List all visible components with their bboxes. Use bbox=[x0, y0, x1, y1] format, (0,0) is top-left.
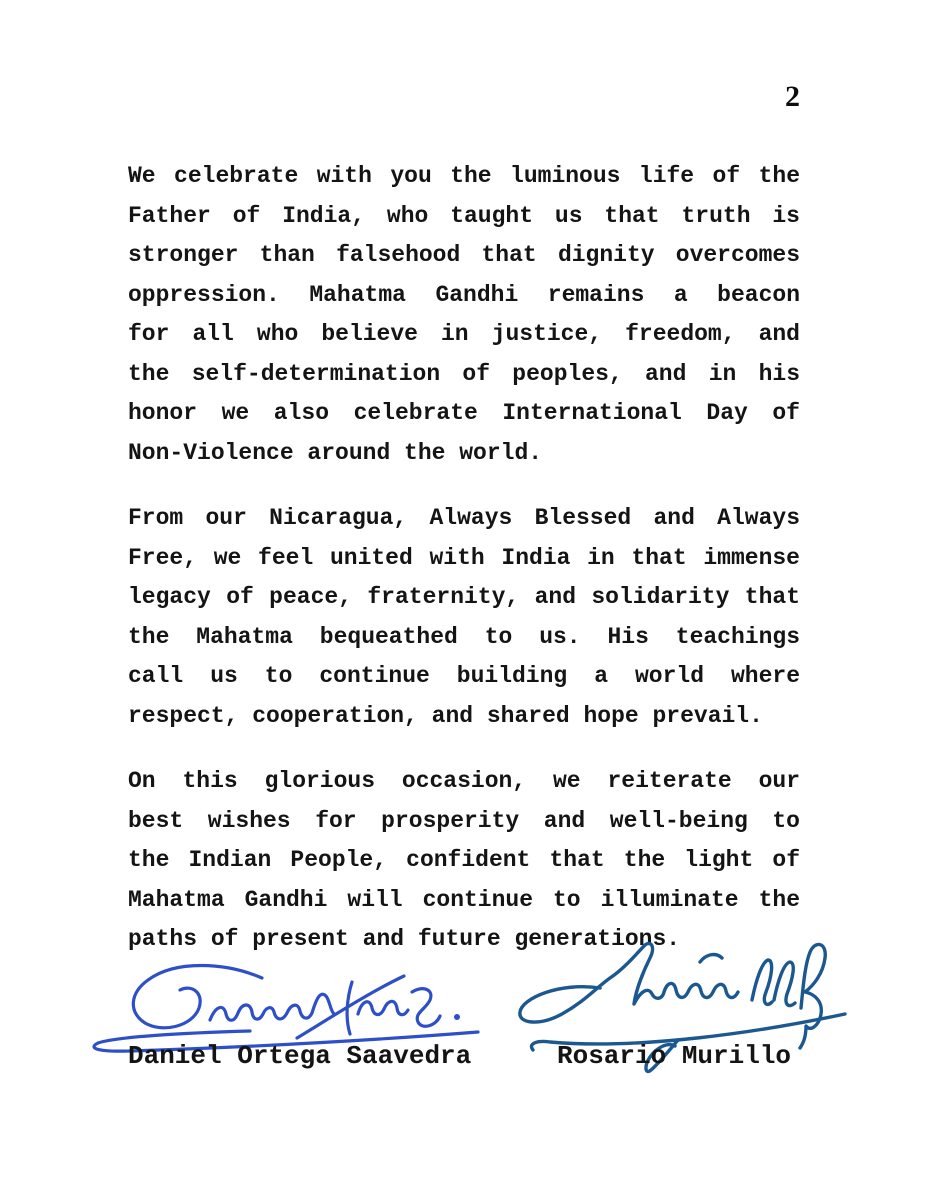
text-line: the self-determination of peoples, and in his bbox=[128, 360, 800, 387]
text-line: Mahatma Gandhi will continue to illuminate the bbox=[128, 886, 800, 913]
signatory-name-daniel-ortega: Daniel Ortega Saavedra bbox=[128, 1041, 472, 1071]
paragraph-best-wishes bbox=[128, 762, 800, 960]
signatory-name-rosario-murillo: Rosario Murillo bbox=[557, 1041, 792, 1071]
text-line: best wishes for prosperity and well-being to bbox=[128, 807, 800, 834]
text-line: legacy of peace, fraternity, and solidarity that bbox=[128, 584, 800, 610]
paragraph-gandhi-tribute bbox=[128, 157, 800, 473]
text-line: the Indian People, confident that the light of bbox=[128, 847, 800, 873]
text-line: We celebrate with you the luminous life of the bbox=[128, 163, 800, 189]
text-line: Non-Violence around the world. bbox=[128, 439, 543, 466]
text-line: call us to continue building a world where bbox=[128, 663, 800, 689]
text-line: From our Nicaragua, Always Blessed and Always bbox=[128, 505, 800, 531]
text-line: respect, cooperation, and shared hope prevail. bbox=[128, 702, 763, 729]
text-line: stronger than falsehood that dignity overcomes bbox=[128, 242, 800, 268]
paragraph-nicaragua-unity bbox=[128, 499, 800, 736]
text-line: oppression. Mahatma Gandhi remains a beacon bbox=[128, 281, 800, 308]
letter-body bbox=[128, 157, 800, 986]
text-line: for all who believe in justice, freedom, and bbox=[128, 321, 800, 347]
text-line: Free, we feel united with India in that immense bbox=[128, 544, 800, 571]
text-line: the Mahatma bequeathed to us. His teachings bbox=[128, 623, 800, 650]
text-line: Father of India, who taught us that truth is bbox=[128, 202, 800, 229]
page-number: 2 bbox=[785, 80, 800, 113]
text-line: On this glorious occasion, we reiterate our bbox=[128, 768, 800, 794]
text-line: honor we also celebrate International Day of bbox=[128, 400, 800, 426]
text-line: paths of present and future generations. bbox=[128, 926, 681, 952]
